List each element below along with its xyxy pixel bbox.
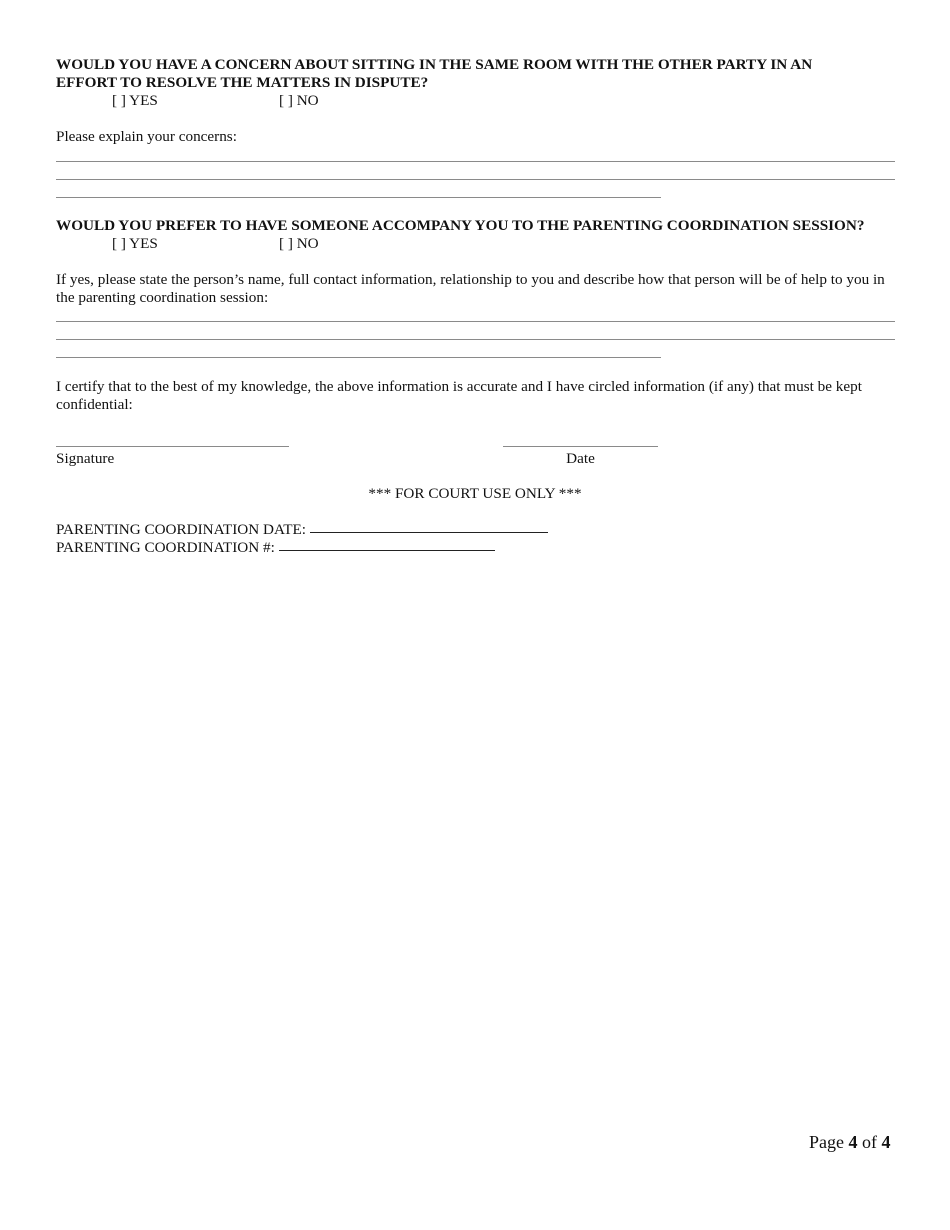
page-number — [809, 1131, 891, 1153]
same-room-no-checkbox[interactable]: [ ] NO — [279, 92, 319, 109]
coordination-date-label: PARENTING COORDINATION DATE: — [56, 521, 307, 538]
concerns-answer-line-2[interactable] — [56, 179, 895, 180]
page-total: 4 — [881, 1132, 891, 1152]
coordination-number-field — [56, 539, 495, 557]
signature-label: Signature — [56, 450, 115, 467]
page-prefix: Page — [809, 1132, 844, 1152]
court-use-heading: *** FOR COURT USE ONLY *** — [368, 485, 582, 502]
question-same-room-line2: EFFORT TO RESOLVE THE MATTERS IN DISPUTE? — [56, 74, 429, 91]
companion-answer-line-2[interactable] — [56, 339, 895, 340]
signature-line[interactable] — [56, 446, 289, 447]
concerns-answer-line-1[interactable] — [56, 161, 895, 162]
companion-answer-line-1[interactable] — [56, 321, 895, 322]
same-room-yes-checkbox[interactable]: [ ] YES — [112, 92, 158, 109]
page-of: of — [862, 1132, 877, 1152]
accompany-yes-checkbox[interactable]: [ ] YES — [112, 235, 158, 252]
certification-text: I certify that to the best of my knowledge, the above information is accurate and I have circled information (if any) that must be kept confidential: — [56, 378, 862, 413]
coordination-date-field — [56, 521, 548, 539]
question-same-room-line1: WOULD YOU HAVE A CONCERN ABOUT SITTING IN THE SAME ROOM WITH THE OTHER PARTY IN AN — [56, 56, 813, 73]
coordination-number-line[interactable] — [279, 550, 495, 551]
page-current: 4 — [848, 1132, 858, 1152]
explain-concerns-prompt: Please explain your concerns: — [56, 128, 237, 145]
companion-details-prompt: If yes, please state the person’s name, full contact information, relationship to you and describe how that person will be of help to you in the parenting coordination session: — [56, 271, 885, 306]
date-line[interactable] — [503, 446, 658, 447]
companion-answer-line-3[interactable] — [56, 357, 661, 358]
date-label: Date — [566, 450, 595, 467]
accompany-no-checkbox[interactable]: [ ] NO — [279, 235, 319, 252]
coordination-number-label: PARENTING COORDINATION #: — [56, 539, 275, 556]
concerns-answer-line-3[interactable] — [56, 197, 661, 198]
question-accompany: WOULD YOU PREFER TO HAVE SOMEONE ACCOMPANY YOU TO THE PARENTING COORDINATION SESSION? — [56, 217, 865, 234]
coordination-date-line[interactable] — [310, 532, 548, 533]
